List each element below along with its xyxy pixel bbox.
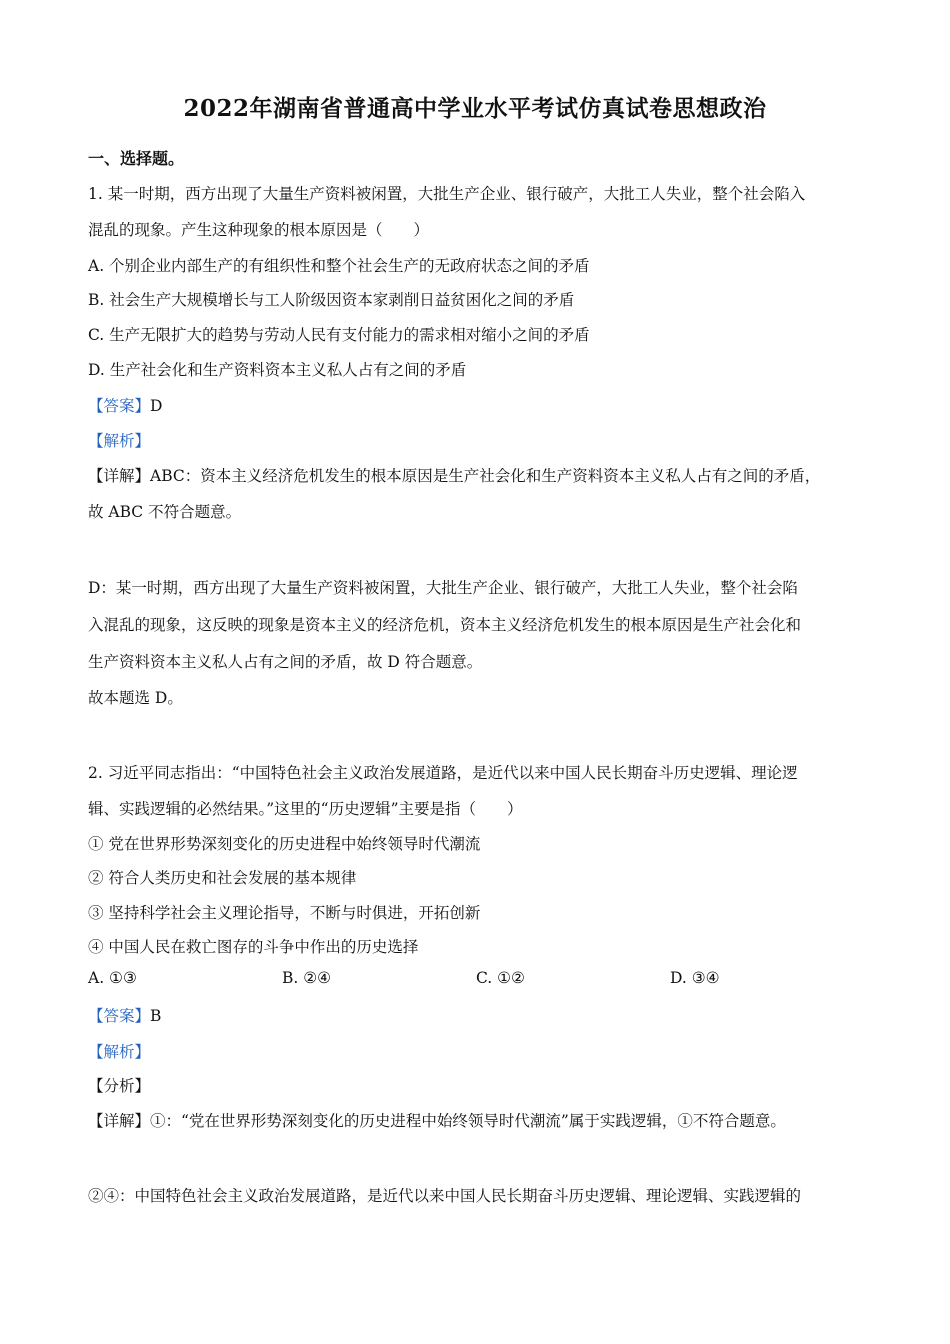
q2-fenxi-tag: 【分析】 (88, 1077, 151, 1095)
q2-answer-tag: 【答案】 (88, 1007, 151, 1025)
q1-detail-line-1: 【详解】ABC：资本主义经济危机发生的根本原因是生产社会化和生产资料资本主义私人占有之间的矛盾， (88, 467, 821, 485)
section-heading: 一、选择题。 (88, 149, 185, 168)
q1-conclusion: 故本题选 D。 (88, 689, 183, 707)
q2-option-c: C. ①② (476, 969, 525, 987)
q1-detail-line-4: 入混乱的现象，这反映的现象是资本主义的经济危机，资本主义经济危机发生的根本原因是生产社会化和 (88, 616, 802, 634)
q2-statement-3: ③ 坚持科学社会主义理论指导，不断与时俱进，开拓创新 (88, 904, 481, 922)
q1-answer-tag: 【答案】 (88, 397, 151, 415)
q2-stem-line-2: 辑、实践逻辑的必然结果。”这里的“历史逻辑”主要是指（ ） (88, 800, 523, 818)
q2-stem-line-1: 2. 习近平同志指出：“中国特色社会主义政治发展道路，是近代以来中国人民长期奋斗历史逻辑、理论逻 (88, 764, 798, 782)
q2-detail-line-1: 【详解】①：“党在世界形势深刻变化的历史进程中始终领导时代潮流”属于实践逻辑，①不符合题意。 (88, 1112, 786, 1130)
q1-stem-line-1: 1. 某一时期，西方出现了大量生产资料被闲置，大批生产企业、银行破产，大批工人失业，整个社会陷入 (88, 185, 806, 203)
q2-analysis-tag: 【解析】 (88, 1043, 151, 1061)
q1-option-d: D. 生产社会化和生产资料资本主义私人占有之间的矛盾 (88, 361, 467, 379)
q2-statement-4: ④ 中国人民在救亡图存的斗争中作出的历史选择 (88, 938, 419, 956)
q2-answer-value: B (150, 1007, 162, 1025)
q1-detail-line-2: 故 ABC 不符合题意。 (88, 503, 242, 521)
q1-answer-value: D (150, 397, 163, 415)
q2-option-a: A. ①③ (88, 969, 137, 987)
q2-option-d: D. ③④ (670, 969, 720, 987)
q1-option-c: C. 生产无限扩大的趋势与劳动人民有支付能力的需求相对缩小之间的矛盾 (88, 326, 590, 344)
q2-statement-1: ① 党在世界形势深刻变化的历史进程中始终领导时代潮流 (88, 835, 481, 853)
q1-detail-line-5: 生产资料资本主义私人占有之间的矛盾，故 D 符合题意。 (88, 653, 483, 671)
q2-statement-2: ② 符合人类历史和社会发展的基本规律 (88, 869, 357, 887)
q1-stem-line-2: 混乱的现象。产生这种现象的根本原因是（ ） (88, 221, 430, 239)
q1-analysis-tag: 【解析】 (88, 432, 151, 450)
document-title: 2022年湖南省普通高中学业水平考试仿真试卷思想政治 (183, 95, 767, 122)
q2-option-b: B. ②④ (282, 969, 332, 987)
q1-answer (88, 394, 162, 416)
q2-answer (88, 1004, 161, 1026)
q1-option-a: A. 个别企业内部生产的有组织性和整个社会生产的无政府状态之间的矛盾 (88, 257, 590, 275)
q1-option-b: B. 社会生产大规模增长与工人阶级因资本家剥削日益贫困化之间的矛盾 (88, 291, 575, 309)
q1-detail-line-3: D：某一时期，西方出现了大量生产资料被闲置，大批生产企业、银行破产，大批工人失业，整个社会陷 (88, 579, 798, 597)
q2-detail-line-2: ②④：中国特色社会主义政治发展道路，是近代以来中国人民长期奋斗历史逻辑、理论逻辑、实践逻辑的 (88, 1187, 802, 1205)
